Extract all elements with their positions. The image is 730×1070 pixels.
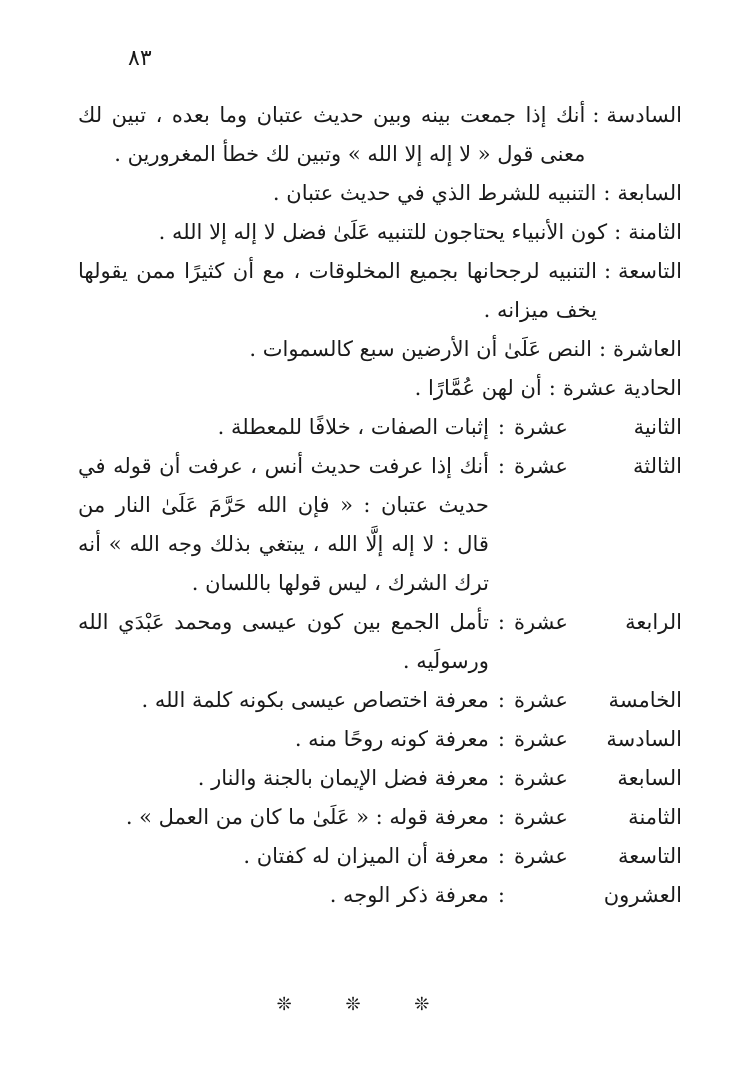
colon: : <box>497 688 505 712</box>
entry-label: السابعة <box>617 181 682 205</box>
entry-text: معرفة اختصاص عيسى بكونه كلمة الله . <box>141 688 489 712</box>
colon: : <box>592 103 600 127</box>
entry-text: معرفة فضل الإيمان بالجنة والنار . <box>197 766 489 790</box>
entry-label: الثانية عشرة <box>514 415 682 439</box>
entry-11 <box>78 369 682 408</box>
entry-18 <box>78 798 682 837</box>
colon: : <box>497 454 505 478</box>
page-number: ٨٣ <box>128 46 152 71</box>
entry-text: معرفة أن الميزان له كفتان . <box>243 844 489 868</box>
entry-label: الثالثة عشرة <box>514 454 682 478</box>
entry-text: التنبيه للشرط الذي في حديث عتبان . <box>272 181 597 205</box>
entry-8 <box>78 213 682 252</box>
entry-text: معرفة كونه روحًا منه . <box>294 727 489 751</box>
colon: : <box>497 415 505 439</box>
entry-text: إثبات الصفات ، خلافًا للمعطلة . <box>217 415 489 439</box>
entry-text: التنبيه لرجحانها بجميع المخلوقات ، مع أن كثيرًا ممن يقولها يخف ميزانه . <box>78 259 597 322</box>
colon: : <box>497 610 505 634</box>
entry-label: السابعة عشرة <box>514 766 682 790</box>
entry-7 <box>78 174 682 213</box>
entry-text: كون الأنبياء يحتاجون للتنبيه عَلَىٰ فضل لا إله إلا الله . <box>158 220 608 244</box>
colon: : <box>548 376 556 400</box>
colon: : <box>497 844 505 868</box>
entry-20 <box>78 876 682 915</box>
entry-label: العاشرة <box>613 337 682 361</box>
entry-text: معرفة ذكر الوجه . <box>329 883 489 907</box>
colon: : <box>614 220 622 244</box>
entry-19 <box>78 837 682 876</box>
entry-9 <box>78 252 682 330</box>
entry-text: أنك إذا عرفت حديث أنس ، عرفت أن قوله في حديث عتبان : « فإن الله حَرَّمَ عَلَىٰ النار من قال : لا إله إلَّا الله ، يبتغي بذلك وجه الله » أنه ترك الشرك ، ليس قولها باللسان . <box>78 454 489 595</box>
entry-17 <box>78 759 682 798</box>
entry-12 <box>78 408 682 447</box>
entry-6 <box>78 96 682 174</box>
entry-text: معرفة قوله : « عَلَىٰ ما كان من العمل » . <box>125 805 489 829</box>
entry-label: الثامنة <box>628 220 682 244</box>
entry-label: السادسة عشرة <box>514 727 682 751</box>
entry-10 <box>78 330 682 369</box>
entry-text: النص عَلَىٰ أن الأرضين سبع كالسموات . <box>249 337 592 361</box>
masail-list <box>78 96 682 915</box>
entry-label: الحادية عشرة <box>562 376 682 400</box>
entry-text: أنك إذا جمعت بينه وبين حديث عتبان وما بعده ، تبين لك معنى قول « لا إله إلا الله » وتبين لك خطأ المغرورين . <box>78 103 586 166</box>
colon: : <box>603 259 612 283</box>
entry-label: الرابعة عشرة <box>514 610 682 634</box>
entry-label: التاسعة <box>618 259 682 283</box>
entry-14 <box>78 603 682 681</box>
entry-15 <box>78 681 682 720</box>
entry-label: السادسة <box>606 103 682 127</box>
entry-label: التاسعة عشرة <box>514 844 682 868</box>
colon: : <box>497 883 505 907</box>
colon: : <box>497 805 505 829</box>
colon: : <box>497 727 505 751</box>
entry-text: أن لهن عُمَّارًا . <box>414 376 542 400</box>
entry-label: الخامسة عشرة <box>514 688 682 712</box>
colon: : <box>497 766 505 790</box>
entry-label: العشرون <box>603 883 682 907</box>
entry-text: تأمل الجمع بين كون عيسى ومحمد عَبْدَي الله ورسولَيه . <box>78 610 489 673</box>
colon: : <box>598 337 607 361</box>
colon: : <box>603 181 611 205</box>
entry-13 <box>78 447 682 603</box>
section-end-ornament: ❊ ❊ ❊ <box>276 994 454 1015</box>
entry-label: الثامنة عشرة <box>514 805 682 829</box>
entry-16 <box>78 720 682 759</box>
